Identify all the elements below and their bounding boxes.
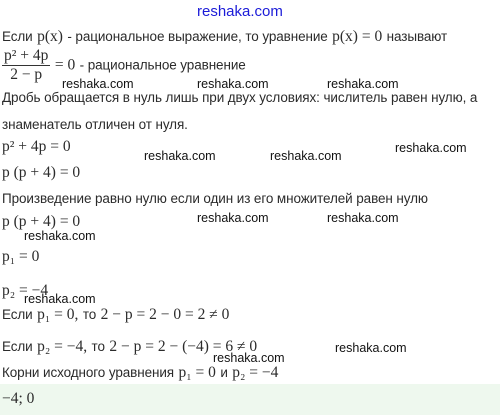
text-line: Произведение равно нулю если один из его множителей равен нулю — [2, 191, 428, 206]
definition-line — [2, 28, 447, 46]
watermark: reshaka.com — [327, 211, 399, 225]
watermark: reshaka.com — [395, 141, 467, 155]
fraction-denominator: 2 − p — [10, 66, 43, 83]
check-line-1 — [2, 306, 229, 324]
roots-line — [2, 364, 278, 382]
watermark: reshaka.com — [62, 77, 134, 91]
text: то — [82, 307, 97, 322]
fraction — [2, 48, 50, 83]
fraction-numerator: p² + 4p — [4, 47, 49, 64]
watermark: reshaka.com — [213, 351, 285, 365]
text: называют — [386, 29, 448, 44]
watermark: reshaka.com — [335, 341, 407, 355]
math-expr: p₂ = −4, — [37, 338, 88, 355]
math-expr: 2 − p = 2 − (−4) = 6 ≠ 0 — [109, 338, 258, 355]
math-expr: p₁ = 0, — [37, 306, 79, 323]
math-expr: = 0 — [54, 56, 76, 74]
watermark: reshaka.com — [270, 149, 342, 163]
math-expr: p(x) = 0 — [332, 28, 383, 45]
math-line: p (p + 4) = 0 — [2, 164, 81, 181]
math-expr: p(x) — [37, 28, 63, 45]
answer-value: −4; 0 — [2, 390, 35, 407]
math-line: p² + 4p = 0 — [2, 138, 71, 155]
math-line: p₁ = 0 — [2, 248, 40, 265]
text: то — [91, 339, 105, 354]
watermark: reshaka.com — [197, 77, 269, 91]
text-line: Дробь обращается в нуль лишь при двух условиях: числитель равен нулю, а — [2, 90, 478, 105]
text: Корни исходного уравнения — [2, 365, 175, 380]
watermark: reshaka.com — [197, 211, 269, 225]
text: Если — [2, 307, 33, 322]
text: Если — [2, 29, 33, 44]
watermark: reshaka.com — [24, 292, 96, 306]
math-expr: p₁ = 0 — [178, 364, 216, 381]
text: - рациональное уравнение — [79, 57, 246, 73]
watermark: reshaka.com — [144, 149, 216, 163]
text: и — [220, 365, 228, 380]
watermark-top: reshaka.com — [197, 3, 283, 20]
answer-box — [0, 384, 500, 415]
watermark: reshaka.com — [327, 77, 399, 91]
math-expr: p₂ = −4 — [232, 364, 279, 381]
math-line: p (p + 4) = 0 — [2, 213, 81, 230]
text: - рациональное выражение, то уравнение — [67, 29, 328, 44]
text-line: знаменатель отличен от нуля. — [2, 117, 188, 132]
watermark: reshaka.com — [24, 229, 96, 243]
math-line: p₂ = −4 — [2, 282, 49, 299]
math-expr: 2 − p = 2 − 0 = 2 ≠ 0 — [100, 306, 230, 323]
text: Если — [2, 339, 33, 354]
